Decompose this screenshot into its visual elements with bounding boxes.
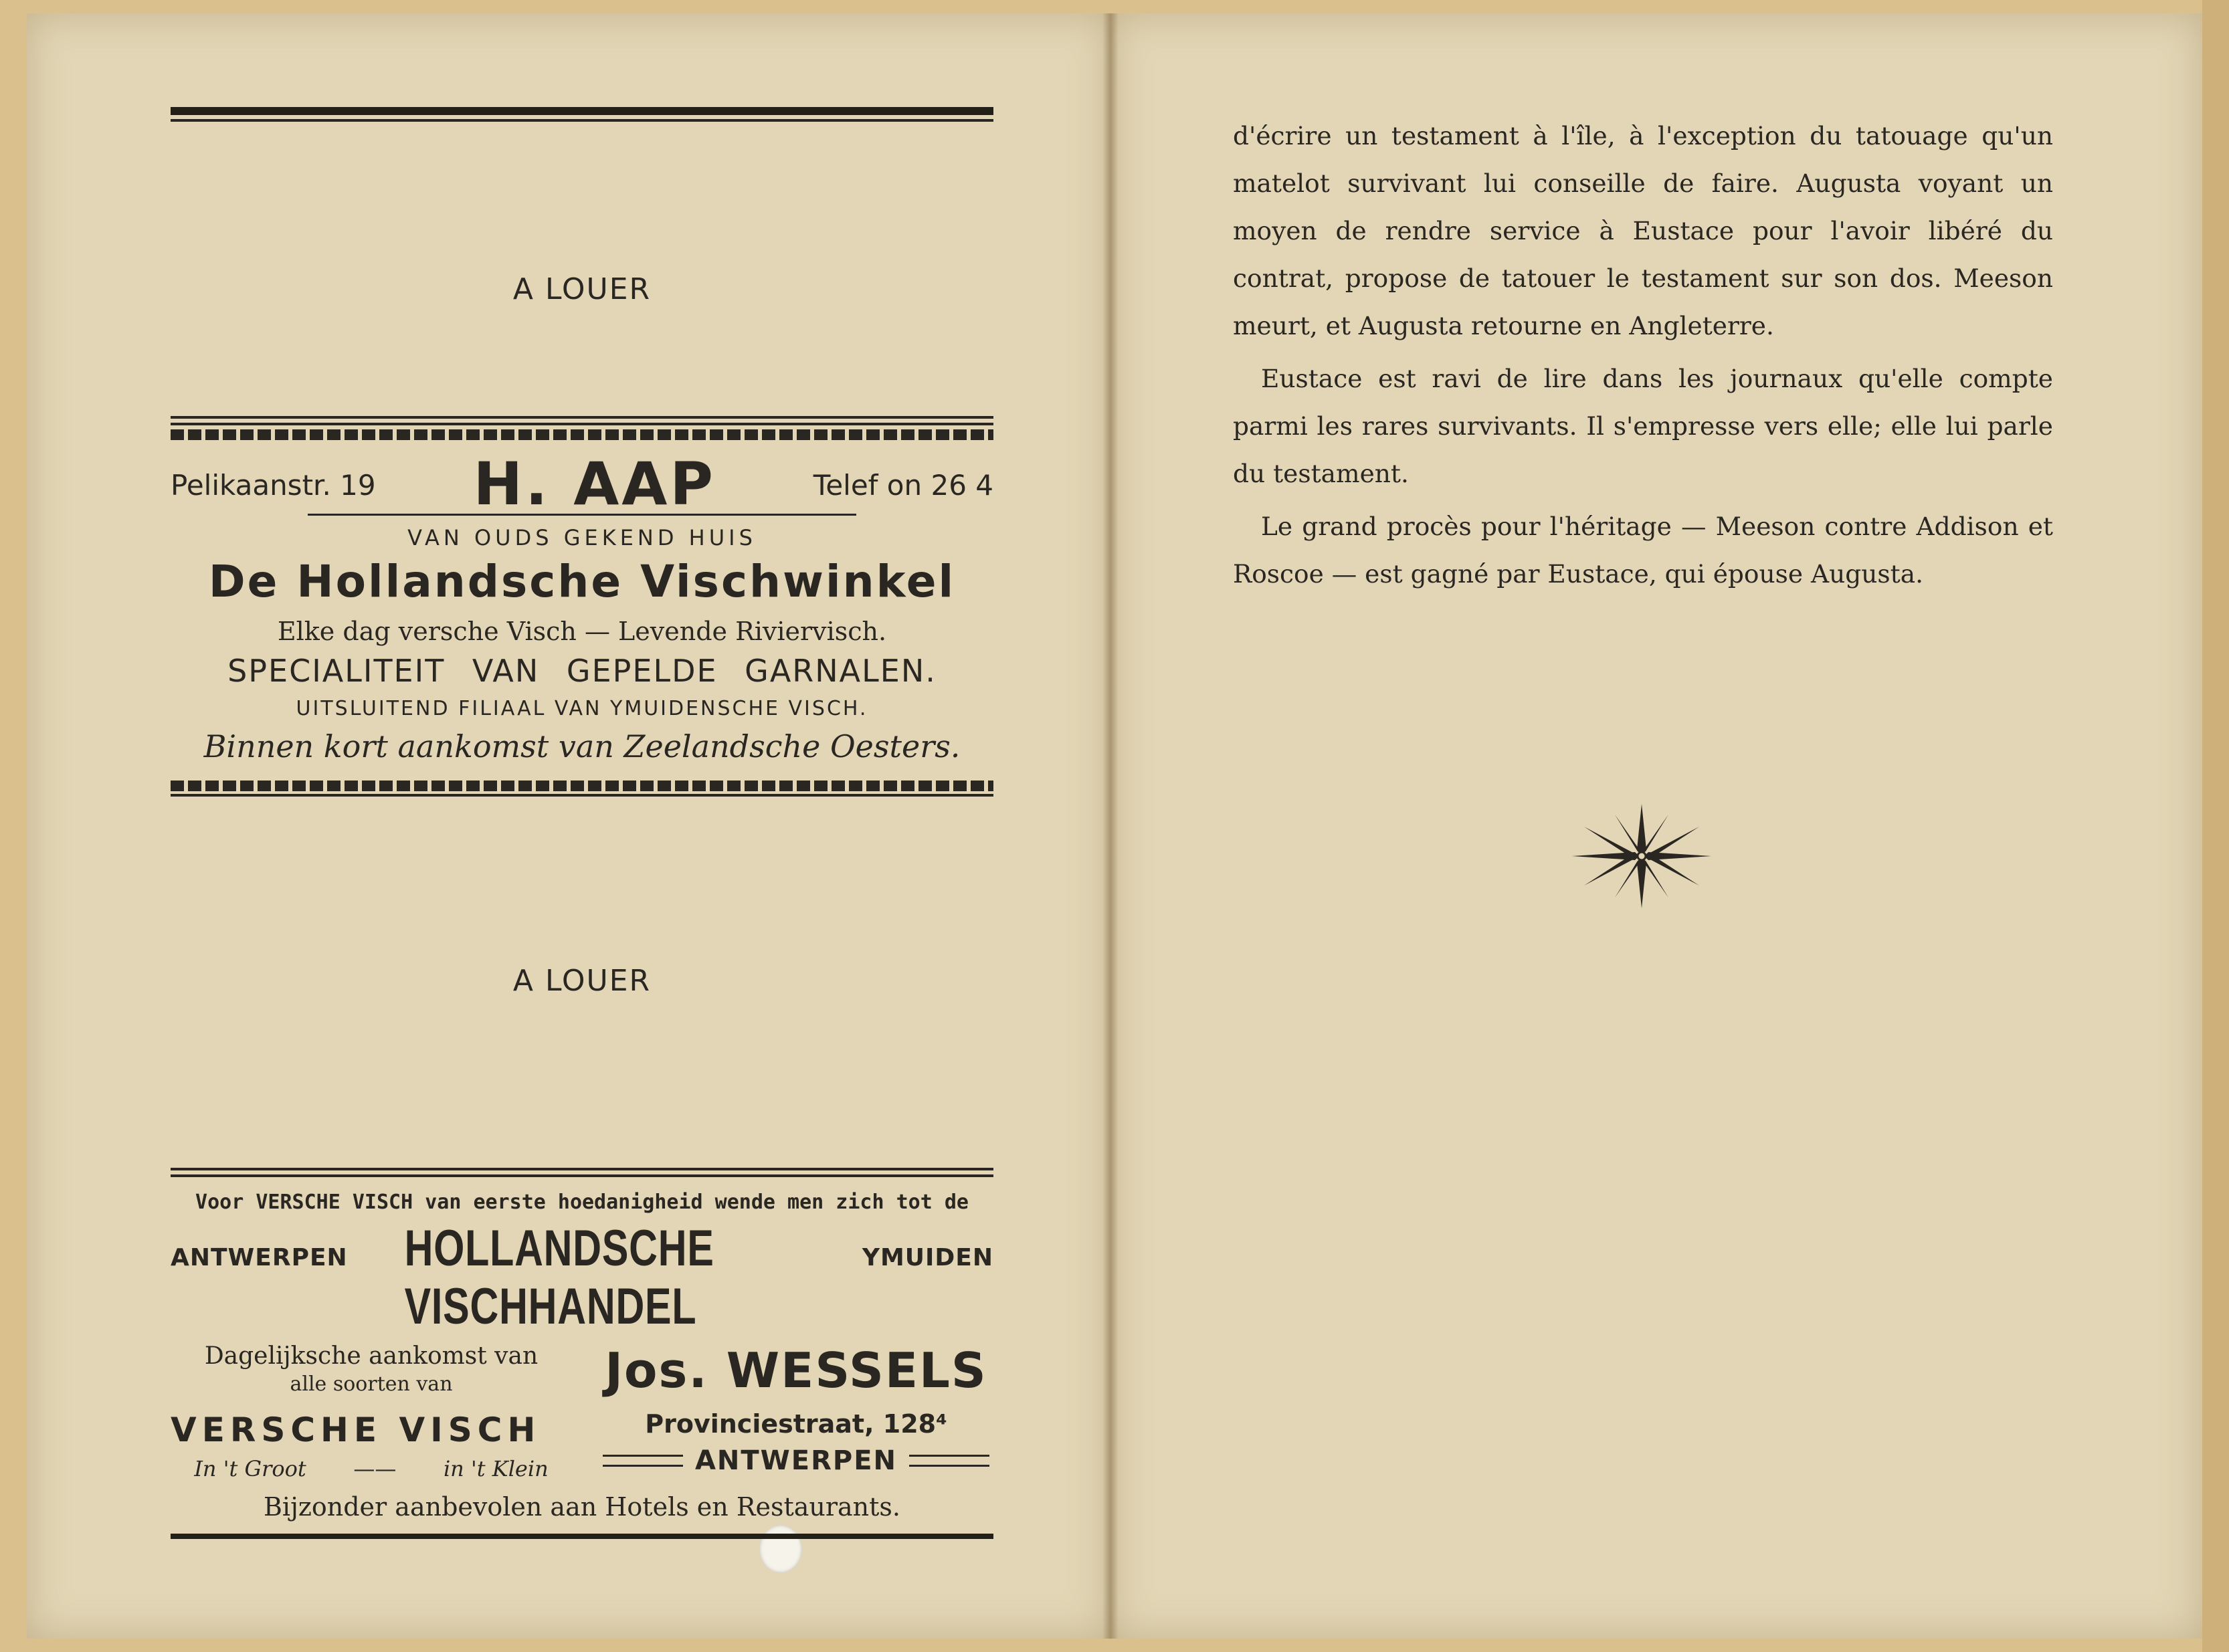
ad-kinds: alle soorten van — [290, 1372, 453, 1396]
ad-wholesale: In 't Groot — [194, 1456, 306, 1481]
ad-retail: in 't Klein — [443, 1456, 549, 1481]
ad-telephone: Telef on 26 4 — [813, 469, 993, 502]
double-rule — [909, 1455, 989, 1467]
synopsis-paragraph: d'écrire un testament à l'île, à l'exception du tatouage qu'un matelot survivant lui conseille de faire. Augusta voyant un moyen de rendre service à Eustace pour l'avoir libéré du contrat, propose de tatouer le testament sur son dos. Meeson meurt, et Augusta retourne en Angleterre. — [1233, 121, 2053, 340]
ad-daily-line: Elke dag versche Visch — Levende Riviervisch. — [277, 617, 887, 646]
ad-intro: Voor VERSCHE VISCH van eerste hoedanigheid wende men zich tot de — [195, 1191, 969, 1214]
ad-top — [171, 122, 993, 416]
ad-merchant-name: H. AAP — [473, 449, 716, 518]
ad-city-right: YMUIDEN — [862, 1244, 993, 1271]
center-fold — [1102, 13, 1119, 1639]
ad-shop-name: De Hollandsche Vischwinkel — [208, 556, 956, 607]
ad-arrival: Binnen kort aankomst van Zeelandsche Oesters. — [203, 728, 961, 764]
ad-branch: UITSLUITEND FILIAAL VAN YMUIDENSCHE VISCH. — [296, 697, 868, 720]
dashed-rule — [171, 781, 993, 791]
ad-fish-trade-wessels — [171, 1177, 993, 1534]
ad-fishmonger-aap — [171, 440, 993, 781]
ad-louer-text: A LOUER — [512, 964, 652, 998]
rule — [171, 107, 993, 115]
synopsis-paragraph: Le grand procès pour l'héritage — Meeson contre Addison et Roscoe — est gagné par Eustace, qui épouse Augusta. — [1233, 512, 2053, 589]
dashed-rule — [171, 429, 993, 440]
ad-address: Pelikaanstr. 19 — [171, 469, 376, 502]
synopsis-text — [1233, 112, 2053, 598]
synopsis-paragraph: Eustace est ravi de lire dans les journaux qu'elle compte parmi les rares survivants. Il s'empresse vers elle; elle lui parle du testament. — [1233, 364, 2053, 488]
ad-recommendation: Bijzonder aanbevolen aan Hotels en Restaurants. — [264, 1492, 900, 1522]
ad-louer-text: A LOUER — [512, 272, 652, 306]
double-rule — [603, 1455, 683, 1467]
rule — [171, 1534, 993, 1539]
ad-middle — [171, 797, 993, 1168]
page-edge — [2202, 0, 2229, 1652]
ad-city-left: ANTWERPEN — [171, 1244, 348, 1271]
ad-subtitle: VAN OUDS GEKEND HUIS — [407, 525, 757, 550]
ad-street: Provinciestraat, 128⁴ — [645, 1409, 947, 1439]
dash-separator: —— — [353, 1456, 397, 1481]
ad-specialty: SPECIALITEIT VAN GEPELDE GARNALEN. — [227, 653, 937, 689]
advertisement-column — [171, 107, 993, 1539]
compass-star-icon — [1571, 803, 1712, 910]
ad-fish-heading: VERSCHE VISCH — [171, 1411, 541, 1449]
ad-owner-name: Jos. WESSELS — [605, 1342, 987, 1399]
ad-town: ANTWERPEN — [694, 1445, 898, 1476]
ad-company-name: HOLLANDSCHE VISCHHANDEL — [404, 1220, 714, 1335]
ad-daily-arrival: Dagelijksche aankomst van — [204, 1342, 539, 1370]
